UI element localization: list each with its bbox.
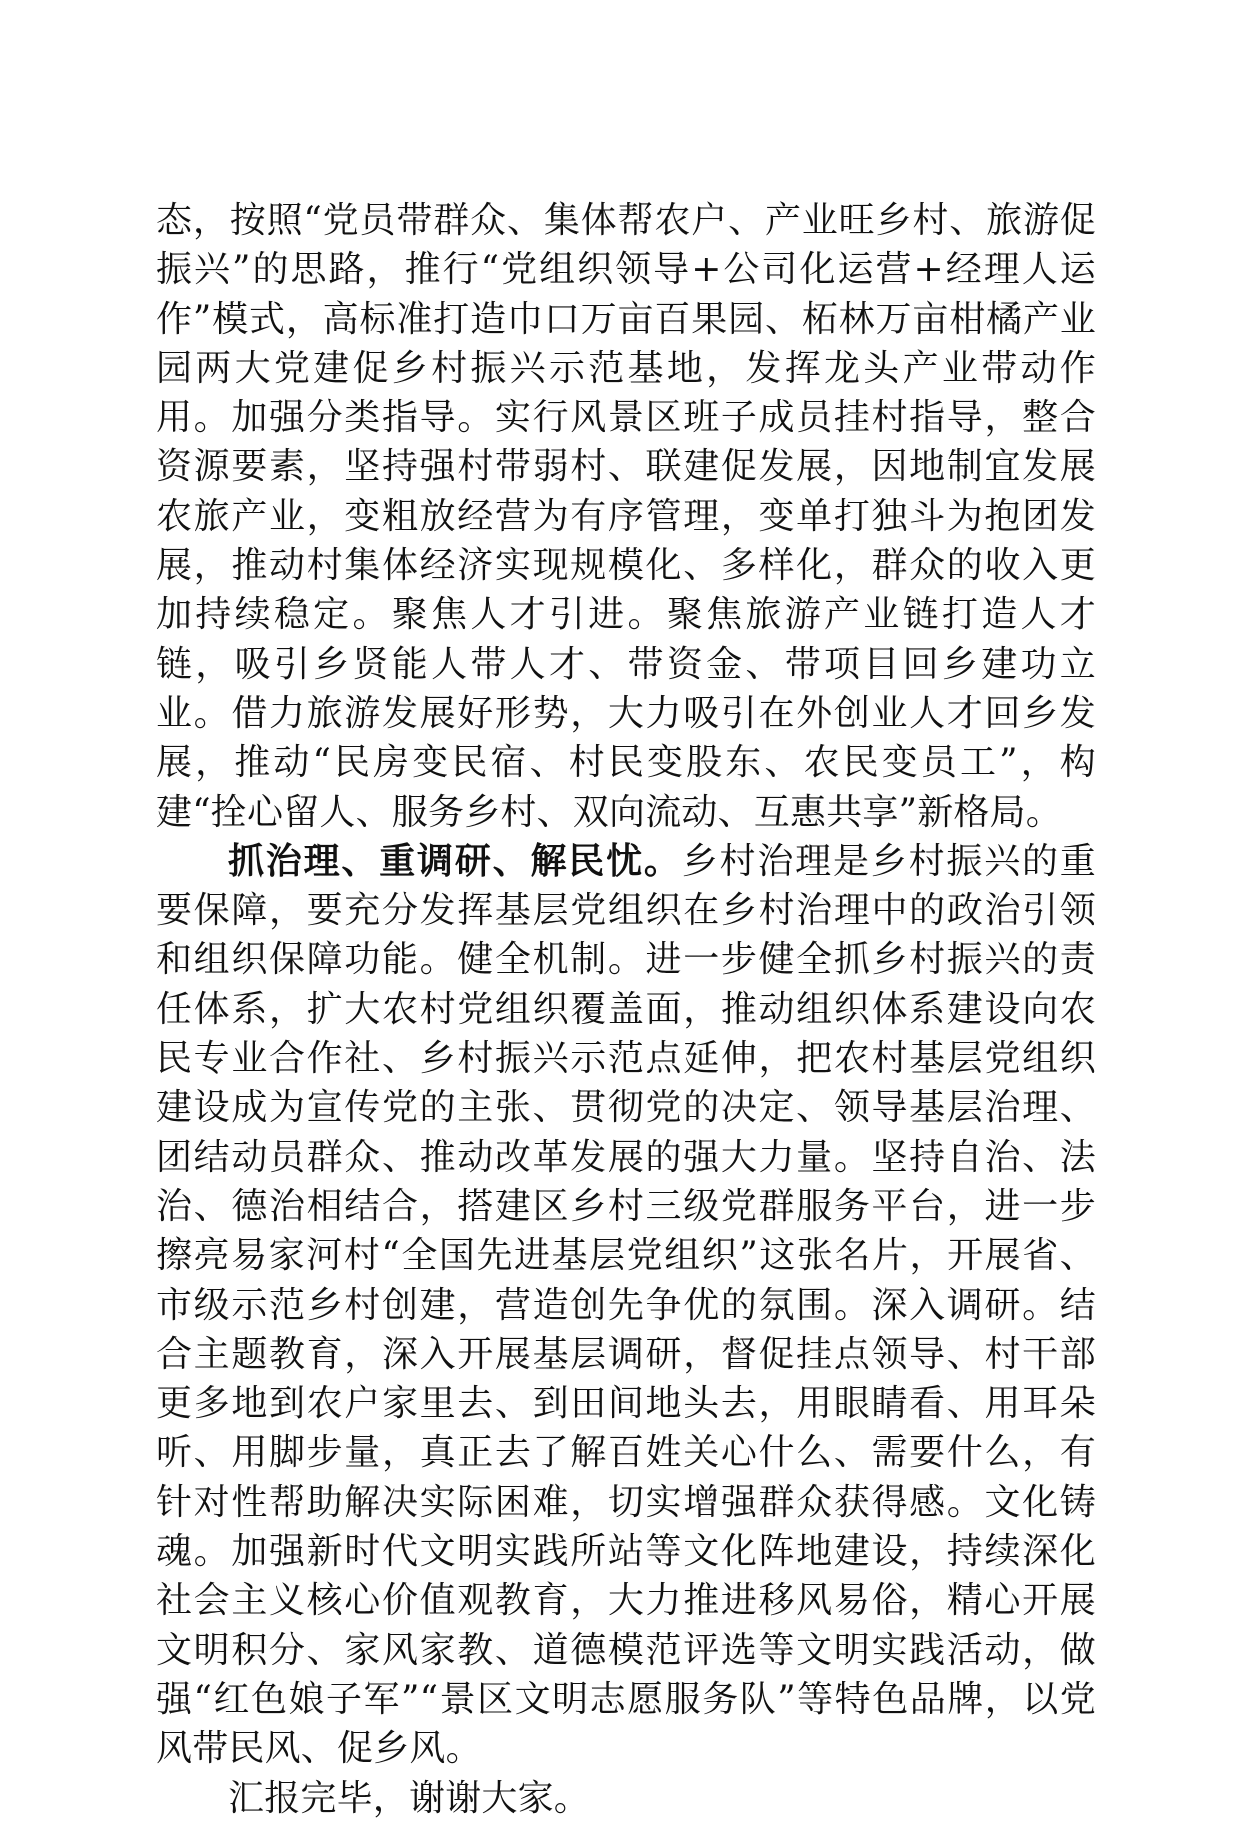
document-body [156,196,1096,1823]
paragraph-text: 态，按照“党员带群众、集体帮农户、产业旺乡村、旅游促振兴”的思路，推行“党组织领导+公司化运营+经理人运作”模式，高标准打造巾口万亩百果园、柘林万亩柑橘产业园两大党建促乡村振兴示范基地，发挥龙头产业带动作用。加强分类指导。实行风景区班子成员挂村指导，整合资源要素，坚持强村带弱村、联建促发展，因地制宜发展农旅产业，变粗放经营为有序管理，变单打独斗为抱团发展，推动村集体经济实现规模化、多样化，群众的收入更加持续稳定。聚焦人才引进。聚焦旅游产业链打造人才链，吸引乡贤能人带人才、带资金、带项目回乡建功立业。借力旅游发展好形势，大力吸引在外创业人才回乡发展，推动“民房变民宿、村民变股东、农民变员工”，构建“拴心留人、服务乡村、双向流动、互惠共享”新格局。 [156,200,1096,833]
paragraph-closing [156,1774,1096,1823]
paragraph-continuation [156,196,1096,837]
paragraph-text: 汇报完毕，谢谢大家。 [228,1777,591,1819]
paragraph-governance [156,837,1096,1774]
paragraph-text: 乡村治理是乡村振兴的重要保障，要充分发挥基层党组织在乡村治理中的政治引领和组织保障功能。健全机制。进一步健全抓乡村振兴的责任体系，扩大农村党组织覆盖面，推动组织体系建设向农民专业合作社、乡村振兴示范点延伸，把农村基层党组织建设成为宣传党的主张、贯彻党的决定、领导基层治理、团结动员群众、推动改革发展的强大力量。坚持自治、法治、德治相结合，搭建区乡村三级党群服务平台，进一步擦亮易家河村“全国先进基层党组织”这张名片，开展省、市级示范乡村创建，营造创先争优的氛围。深入调研。结合主题教育，深入开展基层调研，督促挂点领导、村干部更多地到农户家里去、到田间地头去，用眼睛看、用耳朵听、用脚步量，真正去了解百姓关心什么、需要什么，有针对性帮助解决实际困难，切实增强群众获得感。文化铸魂。加强新时代文明实践所站等文化阵地建设，持续深化社会主义核心价值观教育，大力推进移风易俗，精心开展文明积分、家风家教、道德模范评选等文明实践活动，做强“红色娘子军”“景区文明志愿服务队”等特色品牌，以党风带民风、促乡风。 [156,840,1097,1770]
paragraph-heading: 抓治理、重调研、解民忧。 [228,840,682,882]
